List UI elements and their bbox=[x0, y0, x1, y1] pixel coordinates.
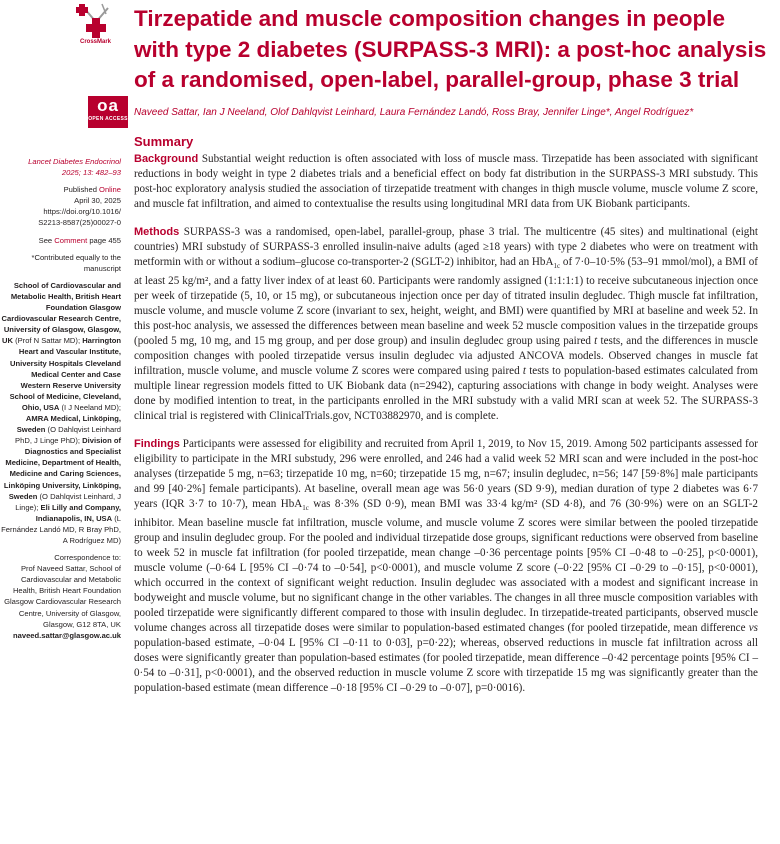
methods-label: Methods bbox=[134, 226, 180, 238]
affiliation-3-authors: (O Dahlqvist Leinhard PhD, J Linge PhD); bbox=[15, 425, 121, 446]
comment-page: page 455 bbox=[89, 235, 121, 245]
findings-subscript: 1c bbox=[302, 504, 309, 513]
affiliation-1: School of Cardiovascular and Metabolic Health, British Heart Foundation Glasgow Cardiovascular Research Centre, University of Glasgow, Glasgow, UK bbox=[1, 280, 121, 346]
author-list: Naveed Sattar, Ian J Neeland, Olof Dahlqvist Leinhard, Laura Fernández Landó, Ross Bray, Jennifer Linge*, Angel Rodríguez* bbox=[134, 107, 694, 118]
journal-citation: 2025; 13: 482–93 bbox=[61, 168, 121, 178]
methods-paragraph bbox=[134, 225, 758, 424]
correspondence-address: Prof Naveed Sattar, School of Cardiovascular and Metabolic Health, British Heart Foundation Glasgow Cardiovascular Research Centre, University of Glasgow, Glasgow, G12 8TA, UK bbox=[4, 564, 121, 629]
correspondence-email[interactable]: naveed.sattar@glasgow.ac.uk bbox=[13, 630, 121, 640]
published-label: Published bbox=[63, 185, 97, 195]
methods-text-3: tests, and the differences in muscle composition changes with pooled tirzepatide versus insulin degludec via adjusted ANCOVA models. Observed changes in muscle fat infiltration, muscle volume, and muscle volume Z scores were compared using paired bbox=[134, 335, 758, 378]
open-access-badge bbox=[88, 96, 128, 128]
crossmark-label: CrossMark bbox=[80, 39, 112, 45]
affiliation-1-authors: (Prof N Sattar MD); bbox=[15, 336, 81, 346]
affiliation-5: Eli Lilly and Company, Indianapolis, IN, USA bbox=[35, 502, 121, 523]
article-sidebar bbox=[0, 156, 121, 641]
see-label: See bbox=[38, 235, 53, 245]
comment-link[interactable]: Comment bbox=[54, 235, 88, 245]
affiliation-2-authors: (I J Neeland MD); bbox=[61, 402, 121, 412]
background-label: Background bbox=[134, 153, 199, 165]
affiliation-4-authors: (O Dahlqvist Leinhard, J Linge); bbox=[15, 491, 121, 512]
methods-subscript: 1c bbox=[553, 262, 561, 271]
findings-text-1: Participants were assessed for eligibility and recruited from April 1, 2019, to Nov 15, 2019. Among 502 participants assessed for eligibility to participate in the MRI substudy, 296 were enrolled, and 246 had a valid week 52 MRI scan and were included in the post-hoc analyses (tirzepatide 5 mg, n=63; tirzepatide 10 mg, n=60; tirzepatide 15 mg, n=67; insulin degludec, n=56; 147 [59·8%] male participants and 99 [40·2%] female participants). At baseline, overall mean age was 56·0 years (SD 9·9), median duration of type 2 diabetes was 6·7 years (IQR 3·7 to 10·7), mean HbA bbox=[134, 438, 758, 511]
article-title: Tirzepatide and muscle composition changes in people with type 2 diabetes (SURPASS-3 MRI): a post-hoc analysis of a randomised, open-label, parallel-group, phase 3 trial bbox=[134, 6, 767, 92]
findings-label: Findings bbox=[134, 438, 180, 451]
correspondence-heading: Correspondence to: bbox=[54, 553, 121, 563]
background-text: Substantial weight reduction is often associated with loss of muscle mass. Tirzepatide has been associated with significant reductions in body weight in type 2 diabetes trials and a beneficial effect on body fat distribution in the SURPASS-3 MRI substudy. This post-hoc exploratory analysis studied the association of tirzepatide treatment with changes in thigh muscle volume, muscle volume Z score, and muscle fat infiltration, and aimed to contextualise the results using longitudinal MRI data from UK Biobank participants. bbox=[134, 153, 758, 210]
methods-text-4: tests to population-based estimates calculated from multiple linear regression models fitted to UK Biobank data (n=2942), capturing associations with change in body weight. Analyses were done by modified intention to treat, in the participants enrolled in the MRI substudy with a valid MRI scan at week 52. The SURPASS-3 clinical trial is registered with ClinicalTrials.gov, NCT03882970, and is complete. bbox=[134, 365, 758, 423]
contribution-note-2: manuscript bbox=[83, 263, 121, 273]
findings-vs-italic: vs bbox=[748, 622, 758, 635]
journal-name: Lancet Diabetes Endocrinol bbox=[28, 157, 121, 166]
published-date: April 30, 2025 bbox=[74, 196, 121, 206]
affiliation-2: Harrington Heart and Vascular Institute, University Hospitals Cleveland Medical Center and Case Western Reserve University School of Medicine, Cleveland, Ohio, USA bbox=[9, 336, 121, 412]
findings-paragraph bbox=[134, 437, 758, 696]
summary-heading: Summary bbox=[134, 134, 194, 149]
online-link[interactable]: Online bbox=[99, 185, 121, 195]
affiliation-block bbox=[0, 280, 121, 546]
doi-line-2[interactable]: S2213-8587(25)00027-0 bbox=[38, 218, 121, 228]
affiliation-5-authors: (L Fernández Landó MD, R Bray PhD, A Rodríguez MD) bbox=[1, 513, 121, 545]
affiliation-3: AMRA Medical, Linköping, Sweden bbox=[16, 413, 121, 435]
open-access-label: OPEN ACCESS bbox=[88, 116, 128, 122]
findings-text-3: population-based estimate, –0·04 L [95% CI –0·11 to 0·03], p=0·22); whereas, observed reductions in muscle fat infiltration across all doses were significantly greater than population-based estimates (for pooled tirzepatide, mean difference –0·42 percentage points [95% CI –0·54 to –0·31], p<0·0001), and the observed reduction in muscle volume Z score with tirzepatide 15 mg was significantly greater than the population-based estimate (mean difference –0·18 [95% CI –0·29 to –0·07], p=0·0016). bbox=[134, 637, 758, 695]
methods-text-2: of 7·0–10·5% (53–91 mmol/mol), a BMI of at least 25 kg/m², and a fatty liver index of at least 60. Participants were randomly assigned (1:1:1:1) to receive subcutaneous injection once per week of tirzepatide (5, 10, or 15 mg), or subcutaneous injection once per day of titrated insulin degludec. Thigh muscle fat infiltration, muscle volume, and muscle volume Z score (invariant to sex, height, weight, and BMI) were quantified by MRI at baseline and week 52. In this post-hoc analysis, we assessed the differences between mean baseline and week 52 muscle composition values in the tirzepatide groups (pooled 5 mg, 10 mg, and 15 mg group, and per dose group) and insulin degludec group using paired bbox=[134, 256, 758, 348]
background-paragraph bbox=[134, 152, 758, 212]
doi-line-1[interactable]: https://doi.org/10.1016/ bbox=[43, 207, 121, 217]
methods-t-italic-2: t bbox=[522, 365, 526, 378]
methods-t-italic-1: t bbox=[594, 335, 598, 348]
findings-text-2: was 8·3% (SD 0·9), mean BMI was 33·4 kg/m² (SD 4·8), and 76 (30·9%) were on an SGLT-2 inhibitor. Mean baseline muscle fat infiltration, muscle volume, and muscle volume Z scores were similar between the pooled tirzepatide group and insulin degludec group. For the pooled and individual tirzepatide dose groups, significant reductions were observed from baseline to week 52 in muscle fat infiltration (for pooled tirzepatide, mean change –0·36 percentage points [95% CI –0·48 to –0·25], p<0·0001), muscle volume (–0·64 L [95% CI –0·74 to –0·54], p<0·0001), and muscle volume Z score (–0·22 [95% CI –0·29 to –0·15], p<0·0001), which occurred in the context of significant weight reduction. Insulin degludec was associated with a modest and significant increase in bodyweight and muscle volume, but no significant change in the other variables. The changes in all three muscle composition variables with pooled tirzepatide were significantly different compared to those with insulin degludec. In tirzepatide-treated participants, observed muscle volume changes across all tirzepatide doses were similar to population-based estimated changes (for pooled tirzepatide, mean difference bbox=[134, 498, 758, 635]
methods-text-1: SURPASS-3 was a randomised, open-label, parallel-group, phase 3 trial. The multicentre (45 sites) and multinational (eight countries) MRI substudy of SURPASS-3 enrolled insulin-naive adults (aged ≥18 years) with type 2 diabetes who were on treatment with metformin with or without a sodium–glucose co-transporter-2 (SGLT-2) inhibitor, had an HbA bbox=[134, 226, 758, 268]
summary-body bbox=[134, 152, 758, 709]
contribution-note-1: *Contributed equally to the bbox=[31, 252, 121, 262]
open-access-mark: oa bbox=[97, 96, 119, 115]
affiliation-4: Division of Diagnostics and Specialist Medicine, Department of Health, Medicine and Caring Sciences, Linköping University, Linköping, Sweden bbox=[3, 436, 121, 501]
